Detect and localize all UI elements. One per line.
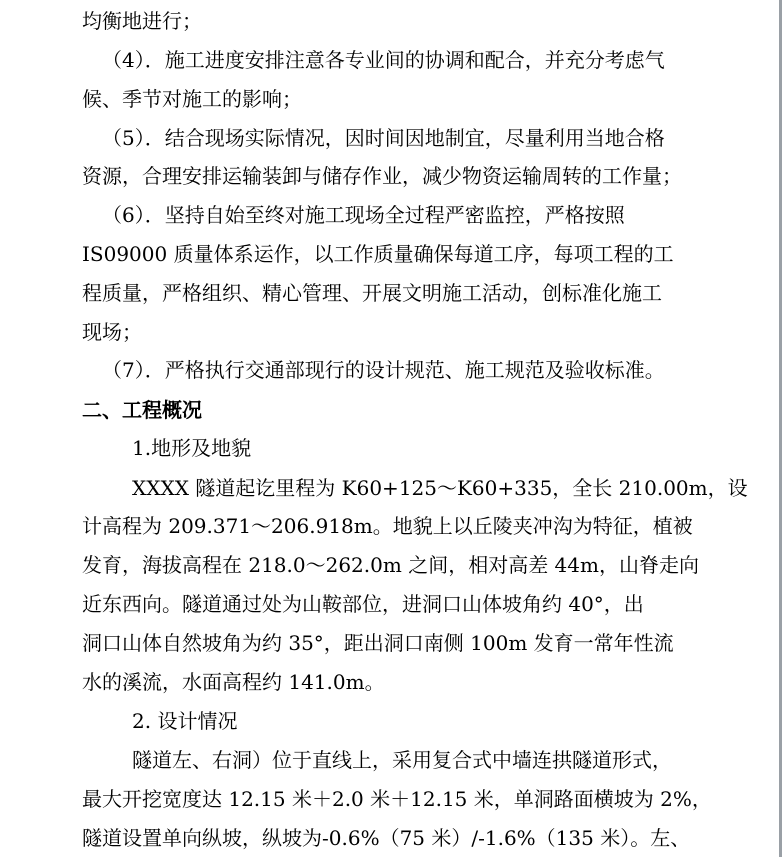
text-line: 现场； xyxy=(82,320,142,344)
text-line: 洞口山体自然坡角为约 35°，距出洞口南侧 100m 发育一常年性流 xyxy=(82,631,674,655)
text-line: （5）．结合现场实际情况，因时间因地制宜，尽量利用当地合格 xyxy=(102,126,665,150)
text-line: 程质量，严格组织、精心管理、开展文明施工活动，创标准化施工 xyxy=(82,281,662,305)
text-line: （6）．坚持自始至终对施工现场全过程严密监控，严格按照 xyxy=(102,203,625,227)
text-line: 隧道左、右洞）位于直线上，采用复合式中墙连拱隧道形式， xyxy=(132,748,672,772)
text-line: XXXX 隧道起讫里程为 K60+125～K60+335，全长 210.00m，设 xyxy=(132,476,748,500)
text-line: （7）．严格执行交通部现行的设计规范、施工规范及验收标准。 xyxy=(102,358,665,382)
text-line: 近东西向。隧道通过处为山鞍部位，进洞口山体坡角约 40°，出 xyxy=(82,592,644,616)
text-line: IS09000 质量体系运作，以工作质量确保每道工序，每项工程的工 xyxy=(82,242,674,266)
section-heading: 二、工程概况 xyxy=(82,398,202,422)
subsection-heading: 2. 设计情况 xyxy=(132,709,238,733)
text-line: 资源，合理安排运输装卸与储存作业，减少物资运输周转的工作量； xyxy=(82,164,682,188)
text-line: 隧道设置单向纵坡，纵坡为-0.6%（75 米）/-1.6%（135 米）。左、 xyxy=(82,826,691,850)
text-line: 发育，海拔高程在 218.0～262.0m 之间，相对高差 44m，山脊走向 xyxy=(82,553,699,577)
text-line: 计高程为 209.371～206.918m。地貌上以丘陵夹冲沟为特征，植被 xyxy=(82,514,693,538)
text-line: 均衡地进行； xyxy=(82,9,202,33)
text-line: 候、季节对施工的影响； xyxy=(82,87,302,111)
text-line: （4）．施工进度安排注意各专业间的协调和配合，并充分考虑气 xyxy=(102,48,665,72)
subsection-heading: 1.地形及地貌 xyxy=(132,436,252,460)
text-line: 最大开挖宽度达 12.15 米＋2.0 米＋12.15 米，单洞路面横坡为 2%， xyxy=(82,787,712,811)
text-line: 水的溪流，水面高程约 141.0m。 xyxy=(82,670,385,694)
